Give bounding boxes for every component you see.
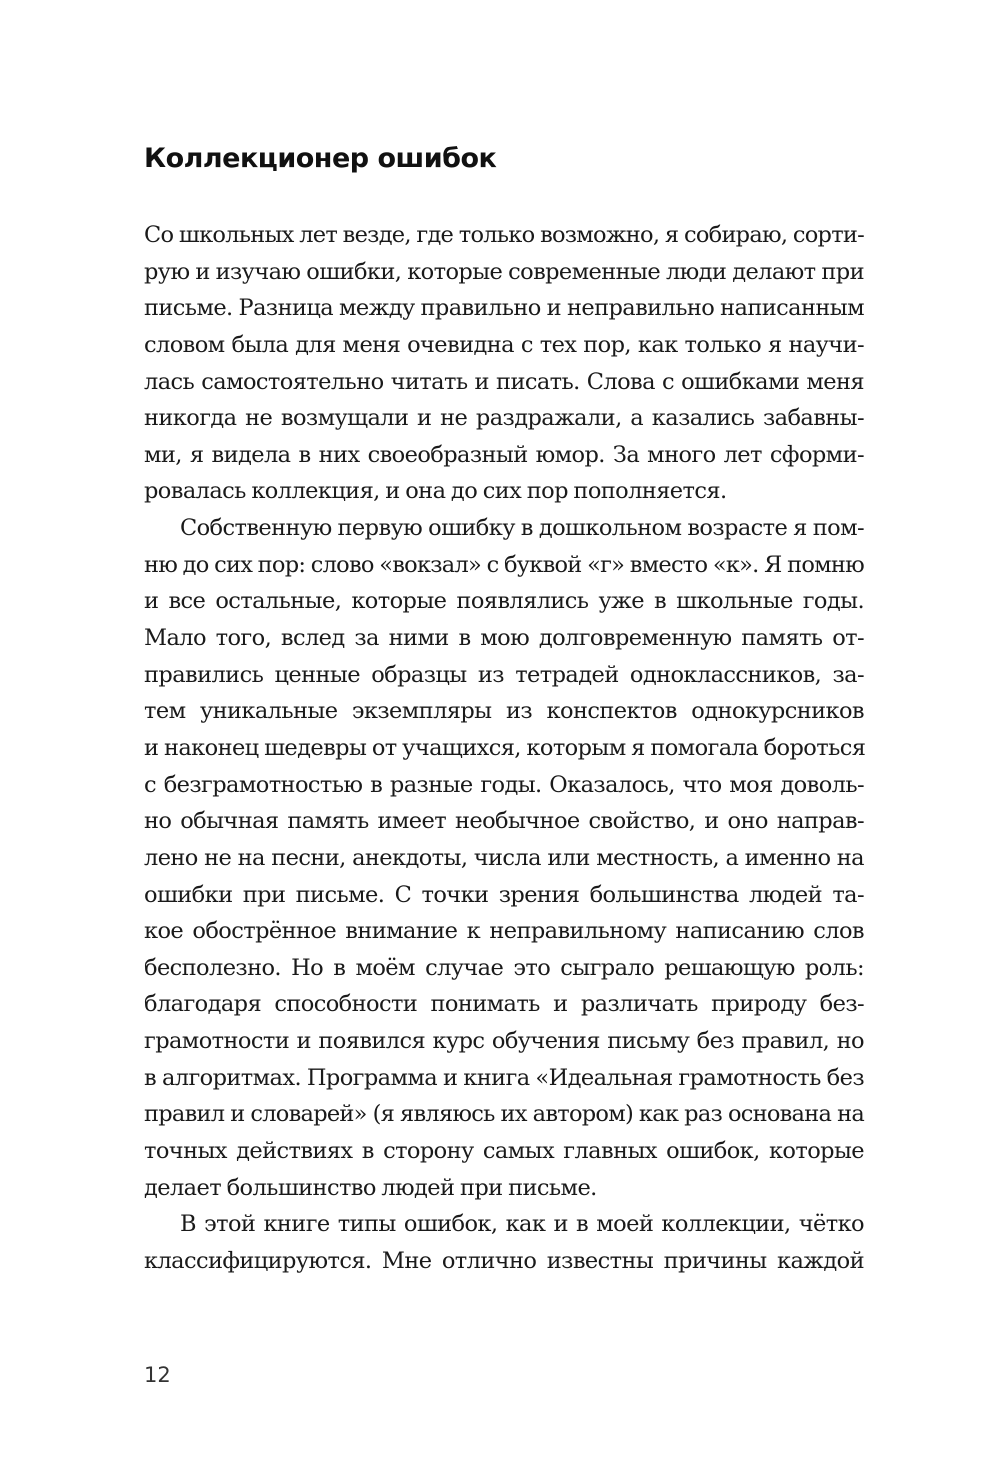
paragraph-3-line: классифицируются. Мне отлично известны причины каждой <box>144 1247 864 1274</box>
paragraph-1-line: Со школьных лет везде, где только возможно, я собираю, сорти- <box>144 222 864 248</box>
paragraph-1-line: словом была для меня очевидна с тех пор, как только я научи- <box>144 331 864 358</box>
paragraph-2-line: благодаря способности понимать и различать природу без- <box>144 991 864 1018</box>
paragraph-1-line: ми, я видела в них своеобразный юмор. За много лет сформи- <box>144 441 864 468</box>
paragraph-2-line: делает большинство людей при письме. <box>144 1174 597 1201</box>
paragraph-2-line: но обычная память имеет необычное свойство, и оно направ- <box>144 808 864 835</box>
paragraph-2-line: в алгоритмах. Программа и книга «Идеальная грамотность без <box>144 1064 864 1091</box>
paragraph-1-line: письме. Разница между правильно и неправильно написанным <box>144 295 864 322</box>
paragraph-2-line: правил и словарей» (я являюсь их автором) как раз основана на <box>144 1101 864 1128</box>
paragraph-1-line: ровалась коллекция, и она до сих пор пополняется. <box>144 478 727 505</box>
page-number: 12 <box>144 1363 171 1387</box>
body-text <box>144 217 864 1280</box>
paragraph-2-line: точных действиях в сторону самых главных ошибок, которые <box>144 1138 864 1165</box>
paragraph-2-line: грамотности и появился курс обучения письму без правил, но <box>144 1028 864 1055</box>
paragraph-2-line: с безграмотностью в разные годы. Оказалось, что моя доволь- <box>144 771 864 798</box>
paragraph-2-line: Мало того, вслед за ними в мою долговременную память от- <box>144 625 864 652</box>
paragraph-2-line: тем уникальные экземпляры из конспектов однокурсников <box>144 698 864 725</box>
paragraph-2-line: правились ценные образцы из тетрадей одноклассников, за- <box>144 661 864 688</box>
paragraph-3-line: В этой книге типы ошибок, как и в моей коллекции, чётко <box>180 1211 864 1238</box>
paragraph-2-line: лено не на песни, анекдоты, числа или местность, а именно на <box>144 844 864 871</box>
paragraph-2-line: бесполезно. Но в моём случае это сыграло решающую роль: <box>144 954 864 981</box>
paragraph-2-line: и наконец шедевры от учащихся, которым я помогала бороться <box>144 734 866 761</box>
paragraph-2-line: кое обострённое внимание к неправильному написанию слов <box>144 918 864 945</box>
paragraph-1-line: рую и изучаю ошибки, которые современные люди делают при <box>144 258 864 285</box>
paragraph-2-line: ню до сих пор: слово «вокзал» с буквой «г» вместо «к». Я помню <box>144 551 864 578</box>
paragraph-1-line: никогда не возмущали и не раздражали, а казались забавны- <box>144 405 864 432</box>
paragraph-2-line: ошибки при письме. С точки зрения большинства людей та- <box>144 881 864 908</box>
paragraph-2-line: и все остальные, которые появлялись уже в школьные годы. <box>144 588 864 615</box>
paragraph-2-line: Собственную первую ошибку в дошкольном возрасте я пом- <box>180 515 864 542</box>
chapter-heading: Коллекционер ошибок <box>144 143 497 174</box>
paragraph-1-line: лась самостоятельно читать и писать. Слова с ошибками меня <box>144 368 864 395</box>
